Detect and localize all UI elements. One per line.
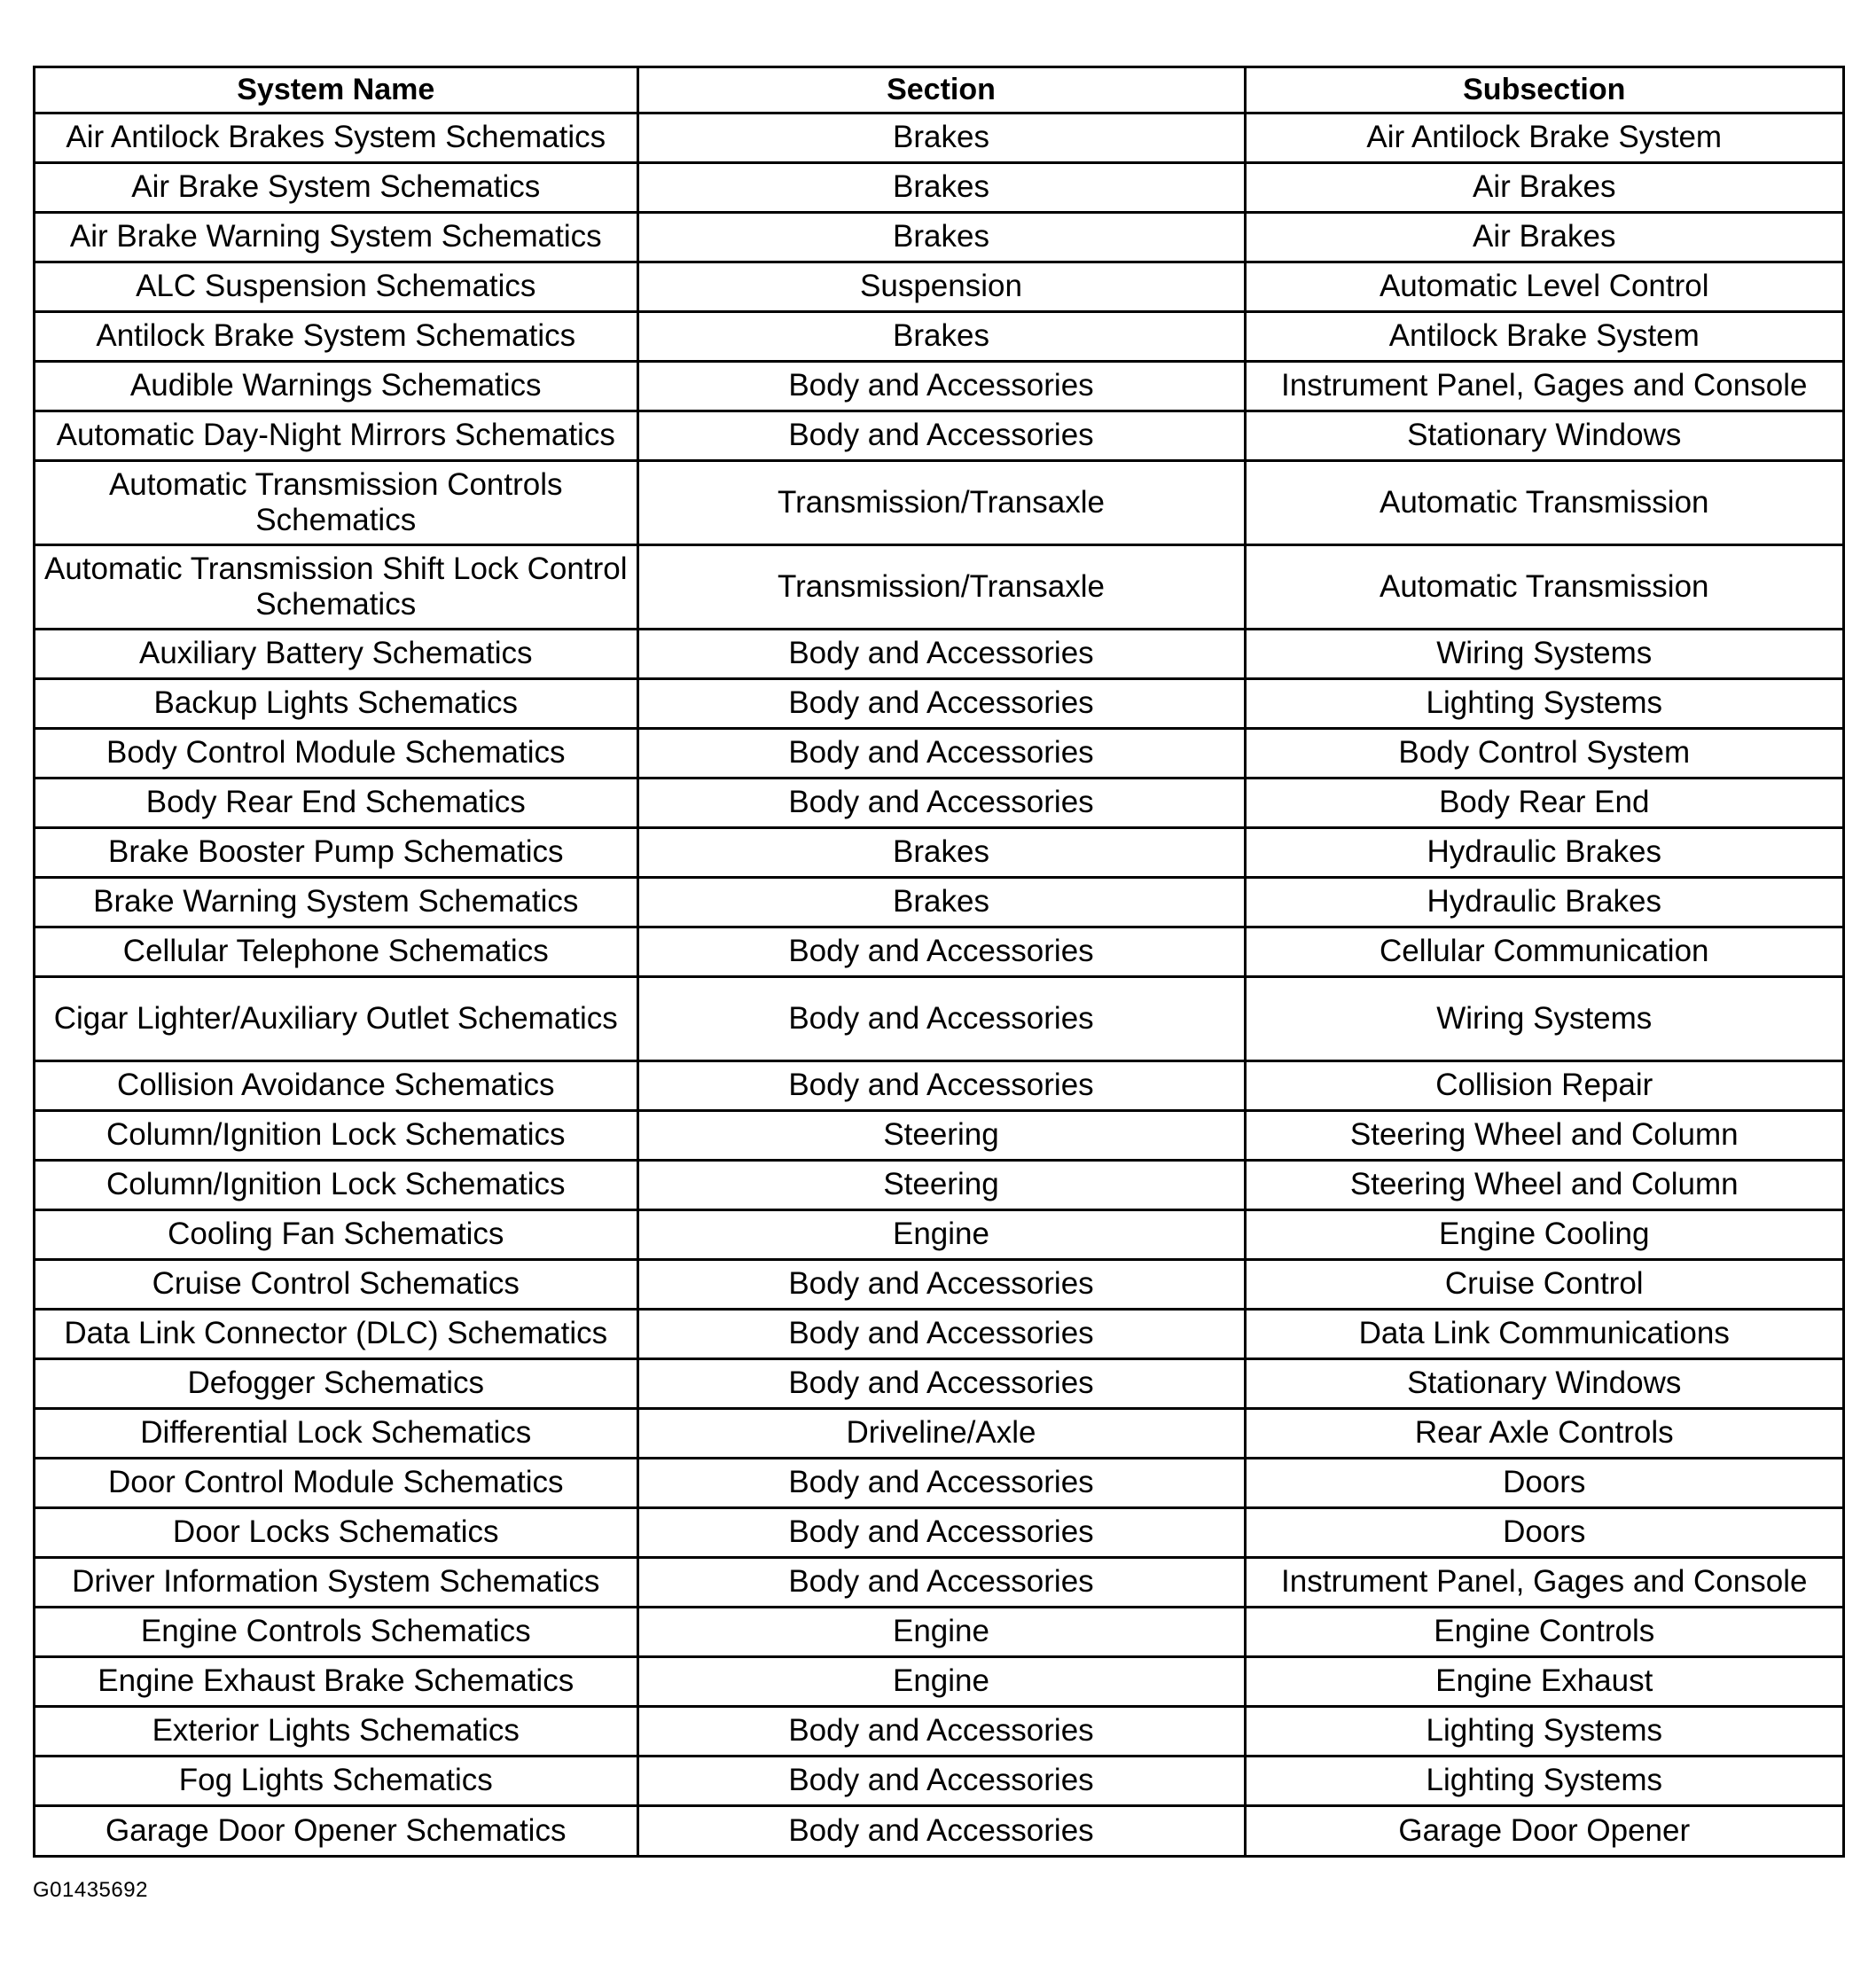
subsection-cell: Collision Repair: [1245, 1060, 1842, 1110]
subsection-cell: Automatic Transmission: [1245, 460, 1842, 544]
table-row: [35, 1557, 1842, 1607]
section-cell: Steering: [637, 1110, 1245, 1160]
subsection-cell: Cellular Communication: [1245, 927, 1842, 976]
table-row: [35, 1358, 1842, 1408]
table-header-row: [35, 68, 1842, 113]
system-name-cell: Automatic Transmission Controls Schematics: [35, 460, 637, 544]
subsection-cell: Stationary Windows: [1245, 1358, 1842, 1408]
table-row: [35, 113, 1842, 162]
system-name-cell: Engine Controls Schematics: [35, 1607, 637, 1656]
section-cell: Body and Accessories: [637, 927, 1245, 976]
system-name-cell: Automatic Transmission Shift Lock Control Schematics: [35, 544, 637, 629]
table-row: [35, 1160, 1842, 1209]
table-row: [35, 544, 1842, 629]
section-cell: Brakes: [637, 311, 1245, 361]
schematics-table: [35, 68, 1842, 1855]
system-name-cell: Cigar Lighter/Auxiliary Outlet Schematics: [35, 976, 637, 1060]
figure-id: G01435692: [33, 1878, 148, 1902]
section-cell: Body and Accessories: [637, 1557, 1245, 1607]
header-system-name: System Name: [35, 68, 637, 113]
subsection-cell: Body Control System: [1245, 728, 1842, 778]
system-name-cell: Body Rear End Schematics: [35, 778, 637, 827]
table-row: [35, 162, 1842, 212]
subsection-cell: Doors: [1245, 1458, 1842, 1507]
table-row: [35, 976, 1842, 1060]
system-name-cell: Cooling Fan Schematics: [35, 1209, 637, 1259]
system-name-cell: Column/Ignition Lock Schematics: [35, 1160, 637, 1209]
section-cell: Body and Accessories: [637, 778, 1245, 827]
system-name-cell: Antilock Brake System Schematics: [35, 311, 637, 361]
table-row: [35, 1507, 1842, 1557]
table-row: [35, 460, 1842, 544]
table-row: [35, 361, 1842, 411]
table-row: [35, 629, 1842, 678]
table-row: [35, 1060, 1842, 1110]
system-name-cell: Air Brake Warning System Schematics: [35, 212, 637, 262]
subsection-cell: Hydraulic Brakes: [1245, 827, 1842, 877]
system-name-cell: Auxiliary Battery Schematics: [35, 629, 637, 678]
subsection-cell: Body Rear End: [1245, 778, 1842, 827]
section-cell: Engine: [637, 1209, 1245, 1259]
system-name-cell: Collision Avoidance Schematics: [35, 1060, 637, 1110]
subsection-cell: Stationary Windows: [1245, 411, 1842, 460]
table-row: [35, 212, 1842, 262]
table-row: [35, 678, 1842, 728]
table-row: [35, 1458, 1842, 1507]
section-cell: Body and Accessories: [637, 1259, 1245, 1309]
subsection-cell: Air Brakes: [1245, 212, 1842, 262]
subsection-cell: Lighting Systems: [1245, 678, 1842, 728]
table-row: [35, 927, 1842, 976]
section-cell: Body and Accessories: [637, 678, 1245, 728]
system-name-cell: Audible Warnings Schematics: [35, 361, 637, 411]
section-cell: Brakes: [637, 162, 1245, 212]
table-row: [35, 1110, 1842, 1160]
system-name-cell: Air Antilock Brakes System Schematics: [35, 113, 637, 162]
system-name-cell: Backup Lights Schematics: [35, 678, 637, 728]
subsection-cell: Air Antilock Brake System: [1245, 113, 1842, 162]
subsection-cell: Lighting Systems: [1245, 1706, 1842, 1756]
header-section: Section: [637, 68, 1245, 113]
system-name-cell: Data Link Connector (DLC) Schematics: [35, 1309, 637, 1358]
section-cell: Brakes: [637, 877, 1245, 927]
system-name-cell: Column/Ignition Lock Schematics: [35, 1110, 637, 1160]
subsection-cell: Data Link Communications: [1245, 1309, 1842, 1358]
subsection-cell: Instrument Panel, Gages and Console: [1245, 361, 1842, 411]
system-name-cell: Exterior Lights Schematics: [35, 1706, 637, 1756]
section-cell: Engine: [637, 1607, 1245, 1656]
section-cell: Brakes: [637, 827, 1245, 877]
section-cell: Body and Accessories: [637, 728, 1245, 778]
subsection-cell: Engine Controls: [1245, 1607, 1842, 1656]
system-name-cell: Brake Booster Pump Schematics: [35, 827, 637, 877]
table-row: [35, 311, 1842, 361]
table-row: [35, 778, 1842, 827]
section-cell: Brakes: [637, 113, 1245, 162]
table-row: [35, 262, 1842, 311]
system-name-cell: Automatic Day-Night Mirrors Schematics: [35, 411, 637, 460]
subsection-cell: Hydraulic Brakes: [1245, 877, 1842, 927]
table-row: [35, 1805, 1842, 1855]
subsection-cell: Wiring Systems: [1245, 976, 1842, 1060]
system-name-cell: Garage Door Opener Schematics: [35, 1805, 637, 1855]
section-cell: Body and Accessories: [637, 1756, 1245, 1805]
section-cell: Body and Accessories: [637, 629, 1245, 678]
subsection-cell: Engine Exhaust: [1245, 1656, 1842, 1706]
section-cell: Body and Accessories: [637, 976, 1245, 1060]
subsection-cell: Doors: [1245, 1507, 1842, 1557]
subsection-cell: Wiring Systems: [1245, 629, 1842, 678]
system-name-cell: Engine Exhaust Brake Schematics: [35, 1656, 637, 1706]
section-cell: Body and Accessories: [637, 1060, 1245, 1110]
section-cell: Body and Accessories: [637, 1507, 1245, 1557]
section-cell: Body and Accessories: [637, 1309, 1245, 1358]
table-row: [35, 1756, 1842, 1805]
section-cell: Engine: [637, 1656, 1245, 1706]
system-name-cell: Air Brake System Schematics: [35, 162, 637, 212]
subsection-cell: Automatic Level Control: [1245, 262, 1842, 311]
schematics-table-frame: [33, 66, 1845, 1858]
system-name-cell: Door Control Module Schematics: [35, 1458, 637, 1507]
table-row: [35, 1656, 1842, 1706]
table-row: [35, 1408, 1842, 1458]
section-cell: Body and Accessories: [637, 361, 1245, 411]
table-row: [35, 1309, 1842, 1358]
system-name-cell: Brake Warning System Schematics: [35, 877, 637, 927]
system-name-cell: Cellular Telephone Schematics: [35, 927, 637, 976]
subsection-cell: Garage Door Opener: [1398, 1812, 1691, 1848]
subsection-cell: Engine Cooling: [1245, 1209, 1842, 1259]
system-name-cell: Door Locks Schematics: [35, 1507, 637, 1557]
system-name-cell: Driver Information System Schematics: [35, 1557, 637, 1607]
subsection-cell: Air Brakes: [1245, 162, 1842, 212]
subsection-cell: Instrument Panel, Gages and Console: [1245, 1557, 1842, 1607]
header-subsection: Subsection: [1245, 68, 1842, 113]
subsection-cell: Rear Axle Controls: [1245, 1408, 1842, 1458]
subsection-cell: Antilock Brake System: [1245, 311, 1842, 361]
table-row: [35, 411, 1842, 460]
system-name-cell: Differential Lock Schematics: [35, 1408, 637, 1458]
section-cell: Body and Accessories: [637, 411, 1245, 460]
subsection-cell: Steering Wheel and Column: [1245, 1110, 1842, 1160]
table-row: [35, 1706, 1842, 1756]
section-cell: Body and Accessories: [637, 1706, 1245, 1756]
table-row: [35, 877, 1842, 927]
section-cell: Suspension: [637, 262, 1245, 311]
section-cell: Steering: [637, 1160, 1245, 1209]
table-row: [35, 728, 1842, 778]
system-name-cell: Fog Lights Schematics: [35, 1756, 637, 1805]
section-cell: Transmission/Transaxle: [637, 544, 1245, 629]
table-body: [35, 113, 1842, 1855]
subsection-cell: Steering Wheel and Column: [1245, 1160, 1842, 1209]
subsection-cell: Lighting Systems: [1245, 1756, 1842, 1805]
section-cell: Driveline/Axle: [637, 1408, 1245, 1458]
section-cell: Body and Accessories: [637, 1805, 1245, 1855]
table-row: [35, 827, 1842, 877]
section-cell: Body and Accessories: [637, 1458, 1245, 1507]
section-cell: Transmission/Transaxle: [637, 460, 1245, 544]
table-row: [35, 1209, 1842, 1259]
section-cell: Body and Accessories: [637, 1358, 1245, 1408]
subsection-cell: Automatic Transmission: [1245, 544, 1842, 629]
system-name-cell: Cruise Control Schematics: [35, 1259, 637, 1309]
system-name-cell: ALC Suspension Schematics: [35, 262, 637, 311]
table-row: [35, 1607, 1842, 1656]
table-row: [35, 1259, 1842, 1309]
subsection-cell: Cruise Control: [1245, 1259, 1842, 1309]
system-name-cell: Defogger Schematics: [35, 1358, 637, 1408]
system-name-cell: Body Control Module Schematics: [35, 728, 637, 778]
section-cell: Brakes: [637, 212, 1245, 262]
